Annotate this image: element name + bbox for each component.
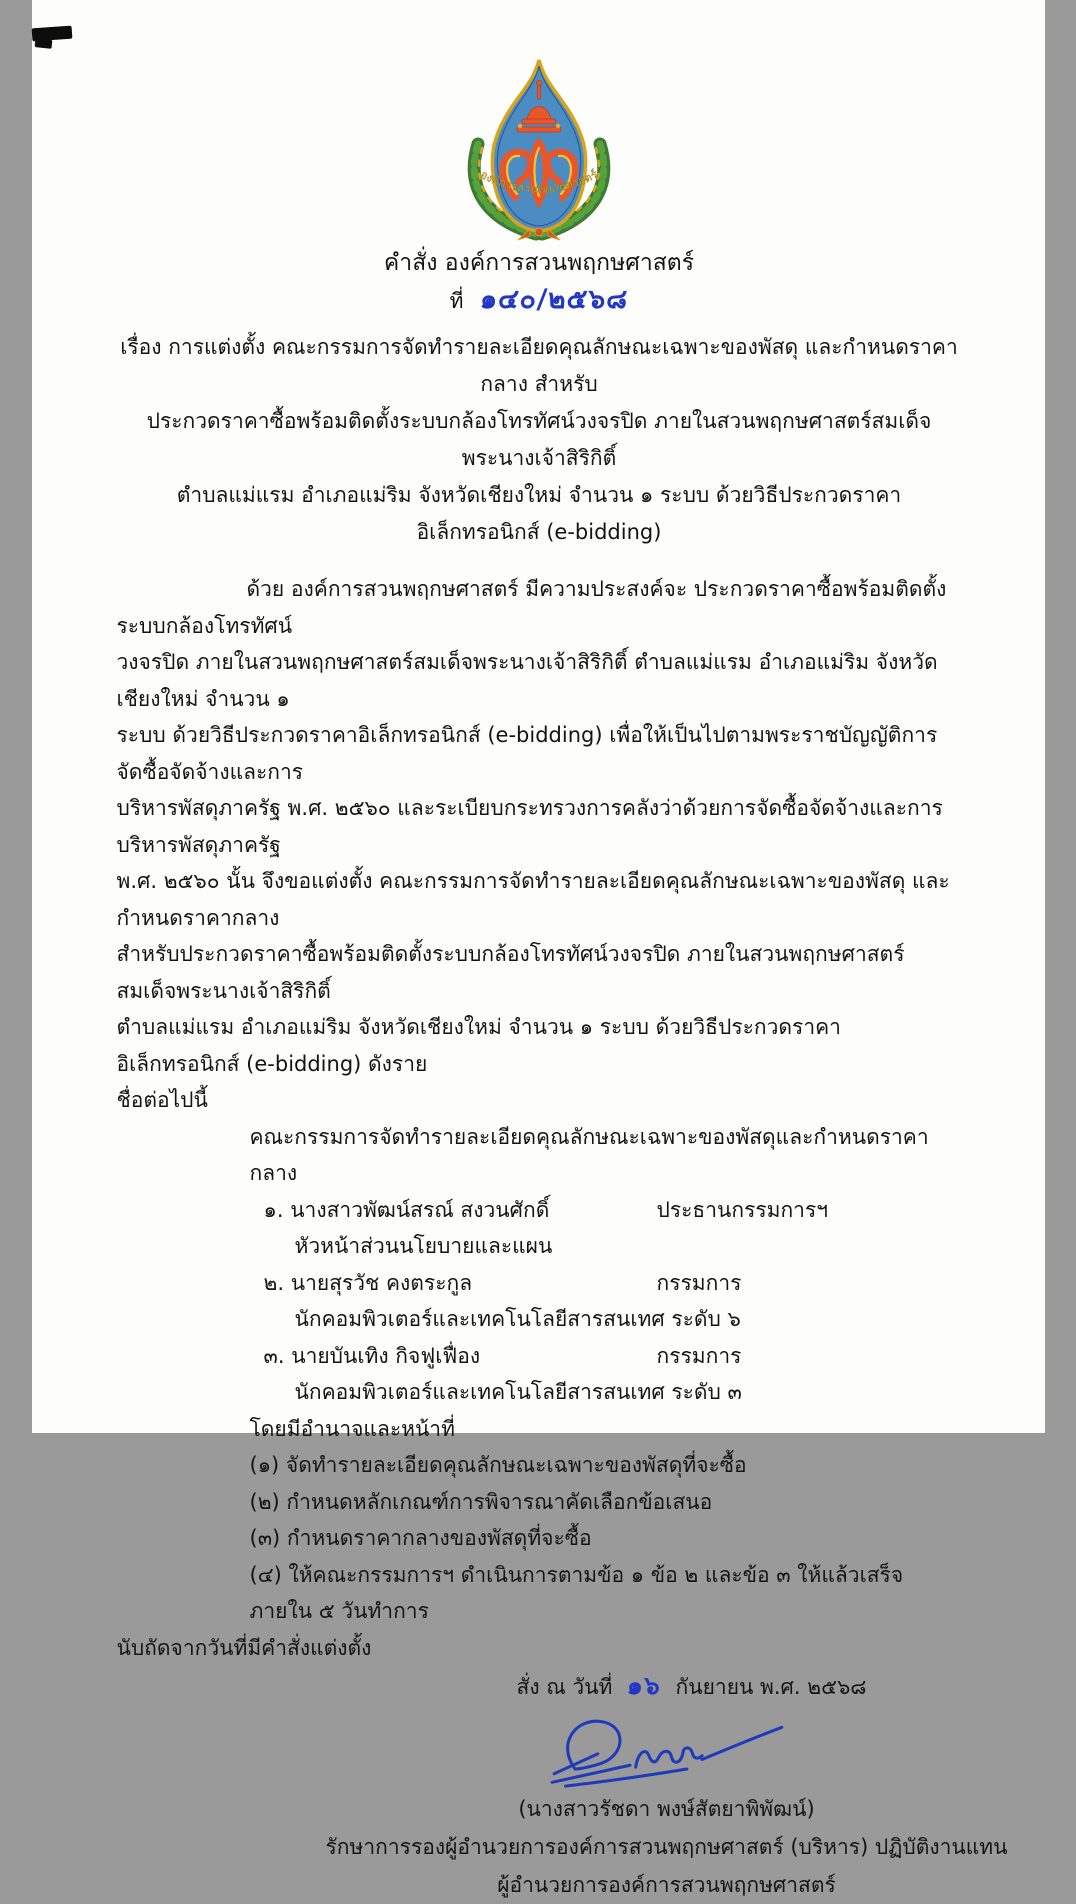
duty-item: (๔) ให้คณะกรรมการฯ ดำเนินการตามข้อ ๑ ข้อ ๒ และข้อ ๓ ให้แล้วเสร็จภายใน ๕ วันทำการ [117,1557,962,1630]
signer-title-line2: ผู้อำนวยการองค์การสวนพฤกษศาสตร์ [247,1866,1076,1904]
member-name-line [117,1192,962,1229]
order-date-prefix: สั่ง ณ วันที่ [517,1675,613,1699]
committee-member [117,1338,962,1411]
emblem-arc-text: องค์การสวนพฤกษศาสตร์ [478,167,600,196]
member-position: หัวหน้าส่วนนโยบายและแผน [117,1228,962,1265]
member-role: กรรมการ [657,1265,742,1302]
member-role: กรรมการ [657,1338,742,1375]
document-number-line [117,280,962,321]
order-date-suffix: กันยายน พ.ศ. ๒๕๖๘ [676,1675,867,1699]
member-number-and-name [117,1198,550,1222]
document-number-label: ที่ [450,289,464,313]
body-line: วงจรปิด ภายในสวนพฤกษศาสตร์สมเด็จพระนางเจ้าสิริกิติ์ ตำบลแม่แรม อำเภอแม่ริม จังหวัดเชียงใหม่ จำนวน ๑ [117,644,962,717]
duty-item: (๓) กำหนดราคากลางของพัสดุที่จะซื้อ [117,1520,962,1557]
subject-line: เรื่อง การแต่งตั้ง คณะกรรมการจัดทำรายละเอียดคุณลักษณะเฉพาะของพัสดุ และกำหนดราคากลาง สำหรับ [117,329,962,403]
body-line: ตำบลแม่แรม อำเภอแม่ริม จังหวัดเชียงใหม่ จำนวน ๑ ระบบ ด้วยวิธีประกวดราคาอิเล็กทรอนิกส์ (e-bidding) ดังราย [117,1009,962,1082]
member-number-and-name [117,1271,473,1295]
duty-item: (๑) จัดทำรายละเอียดคุณลักษณะเฉพาะของพัสดุที่จะซื้อ [117,1447,962,1484]
signer-title-line1: รักษาการรองผู้อำนวยการองค์การสวนพฤกษศาสตร์ (บริหาร) ปฏิบัติงานแทน [247,1828,1076,1866]
body-paragraph [117,571,962,1119]
document-page [32,0,1045,1433]
member-name: นายบันเทิง กิจฟูเฟื่อง [291,1344,480,1368]
scan-artifact [34,38,52,49]
duty-item: (๒) กำหนดหลักเกณฑ์การพิจารณาคัดเลือกข้อเสนอ [117,1484,962,1521]
subject-line: ประกวดราคาซื้อพร้อมติดตั้งระบบกล้องโทรทัศน์วงจรปิด ภายในสวนพฤกษศาสตร์สมเด็จพระนางเจ้าสิริกิติ์ [117,403,962,477]
body-line: ระบบ ด้วยวิธีประกวดราคาอิเล็กทรอนิกส์ (e-bidding) เพื่อให้เป็นไปตามพระราชบัญญัติการจัดซื้อจัดจ้างและการ [117,717,962,790]
document-title: คำสั่ง องค์การสวนพฤกษศาสตร์ [117,246,962,280]
member-role: ประธานกรรมการฯ [657,1192,829,1229]
subject-block [117,329,962,551]
duties-header: โดยมีอำนาจและหน้าที่ [117,1411,962,1448]
signature-block [247,1714,1076,1904]
body-line: สำหรับประกวดราคาซื้อพร้อมติดตั้งระบบกล้องโทรทัศน์วงจรปิด ภายในสวนพฤกษศาสตร์สมเด็จพระนางเจ้าสิริกิติ์ [117,936,962,1009]
document-content [117,56,962,1904]
document-number-handwritten: ๑๔๐/๒๕๖๘ [479,280,630,320]
member-number-and-name [117,1344,481,1368]
member-number: ๑. [264,1198,284,1222]
committee-header: คณะกรรมการจัดทำรายละเอียดคุณลักษณะเฉพาะของพัสดุและกำหนดราคากลาง [117,1119,962,1192]
body-line: ชื่อต่อไปนี้ [117,1082,962,1119]
member-name: นางสาวพัฒน์สรณ์ สงวนศักดิ์ [290,1198,549,1222]
committee-member [117,1265,962,1338]
botanical-garden-emblem [454,56,624,242]
signer-name: (นางสาวรัชดา พงษ์สัตยาพิพัฒน์) [247,1790,1076,1828]
member-name-line [117,1265,962,1302]
body-line: ด้วย องค์การสวนพฤกษศาสตร์ มีความประสงค์จะ ประกวดราคาซื้อพร้อมติดตั้งระบบกล้องโทรทัศน์ [117,571,962,644]
committee-member [117,1192,962,1265]
duty-continuation: นับถัดจากวันที่มีคำสั่งแต่งตั้ง [117,1630,962,1667]
member-number: ๒. [264,1271,285,1295]
member-position: นักคอมพิวเตอร์และเทคโนโลยีสารสนเทศ ระดับ ๓ [117,1374,962,1411]
body-line: บริหารพัสดุภาครัฐ พ.ศ. ๒๕๖๐ และระเบียบกระทรวงการคลังว่าด้วยการจัดซื้อจัดจ้างและการบริหารพัสดุภาครัฐ [117,790,962,863]
subject-line: ตำบลแม่แรม อำเภอแม่ริม จังหวัดเชียงใหม่ จำนวน ๑ ระบบ ด้วยวิธีประกวดราคาอิเล็กทรอนิกส์ (e-bidding) [117,477,962,551]
signature-ink [542,1714,792,1788]
order-date-day-handwritten: ๑๖ [626,1668,662,1705]
order-date-line [117,1668,962,1706]
member-name-line [117,1338,962,1375]
member-name: นายสุรวัช คงตระกูล [291,1271,472,1295]
member-position: นักคอมพิวเตอร์และเทคโนโลยีสารสนเทศ ระดับ ๖ [117,1301,962,1338]
body-line: พ.ศ. ๒๕๖๐ นั้น จึงขอแต่งตั้ง คณะกรรมการจัดทำรายละเอียดคุณลักษณะเฉพาะของพัสดุ และกำหนดราคากลาง [117,863,962,936]
member-number: ๓. [264,1344,285,1368]
